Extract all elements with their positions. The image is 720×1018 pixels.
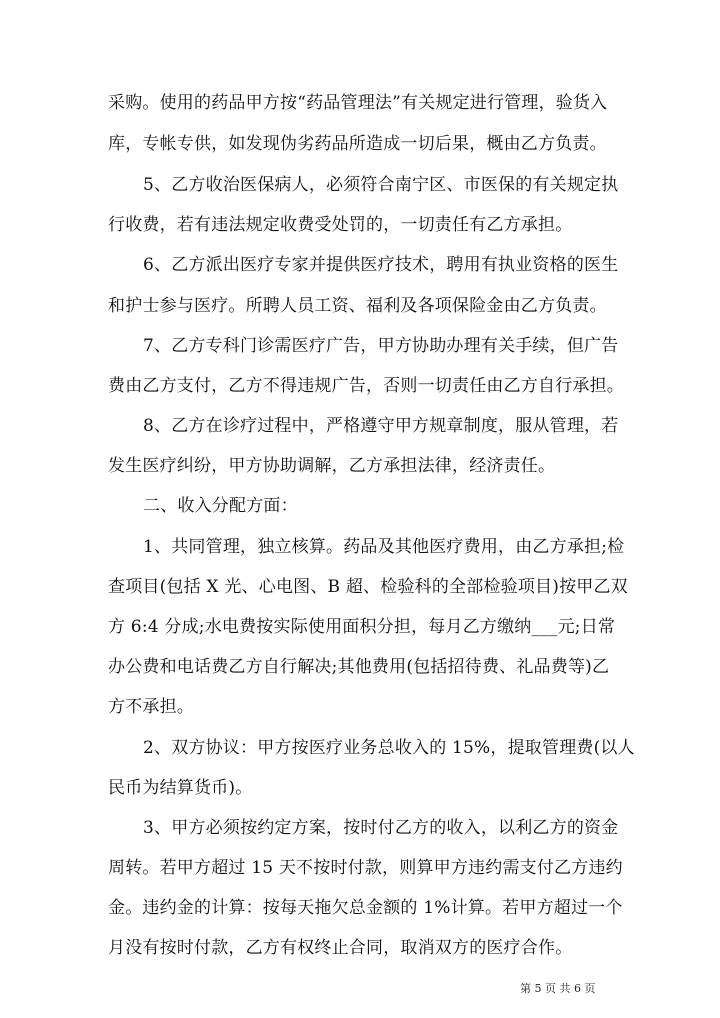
line-text: 费由乙方支付，乙方不得违规广告，否则一切责任由乙方自行承担。 bbox=[108, 376, 624, 396]
line-text: 民币为结算货币)。 bbox=[108, 778, 253, 798]
line-text: 和护士参与医疗。所聘人员工资、福利及各项保险金由乙方负责。 bbox=[108, 296, 607, 316]
line-text: 办公费和电话费乙方自行解决;其他费用(包括招待费、礼品费等)乙 bbox=[108, 657, 610, 677]
line-text: 1、共同管理，独立核算。药品及其他医疗费用，由乙方承担;检 bbox=[143, 537, 625, 557]
line-text: 5、乙方收治医保病人，必须符合南宁区、市医保的有关规定执 bbox=[143, 175, 619, 195]
line-text: 2、双方协议：甲方按医疗业务总收入的 15%，提取管理费(以人 bbox=[143, 738, 635, 758]
page-number-footer: 第 5 页 共 6 页 bbox=[520, 982, 596, 995]
line-text: 发生医疗纠纷，甲方协助调解，乙方承担法律，经济责任。 bbox=[108, 456, 556, 476]
line-text: 库，专帐专供，如发现伪劣药品所造成一切后果，概由乙方负责。 bbox=[108, 134, 607, 154]
line-text: 查项目(包括 X 光、心电图、B 超、检验科的全部检验项目)按甲乙双 bbox=[108, 577, 628, 597]
line-text: 6、乙方派出医疗专家并提供医疗技术，聘用有执业资格的医生 bbox=[143, 255, 619, 275]
line-text: 月没有按时付款，乙方有权终止合同，取消双方的医疗合作。 bbox=[108, 938, 573, 958]
line-text: 二、收入分配方面： bbox=[143, 496, 298, 516]
line-text: 3、甲方必须按约定方案，按时付乙方的收入，以利乙方的资金 bbox=[143, 818, 619, 838]
line-text: 方 6:4 分成;水电费按实际使用面积分担，每月乙方缴纳___元;日常 bbox=[108, 617, 616, 637]
line-text: 周转。若甲方超过 15 天不按时付款，则算甲方违约需支付乙方违约 bbox=[108, 858, 623, 878]
line-text: 7、乙方专科门诊需医疗广告，甲方协助办理有关手续，但广告 bbox=[143, 336, 619, 356]
line-text: 8、乙方在诊疗过程中，严格遵守甲方规章制度，服从管理，若 bbox=[143, 416, 619, 436]
line-text: 方不承担。 bbox=[108, 697, 194, 717]
line-text: 金。违约金的计算：按每天拖欠总金额的 1%计算。若甲方超过一个 bbox=[108, 898, 623, 918]
line-text: 采购。使用的药品甲方按“药品管理法”有关规定进行管理，验货入 bbox=[108, 93, 608, 113]
line-text: 行收费，若有违法规定收费受处罚的，一切责任有乙方承担。 bbox=[108, 215, 573, 235]
